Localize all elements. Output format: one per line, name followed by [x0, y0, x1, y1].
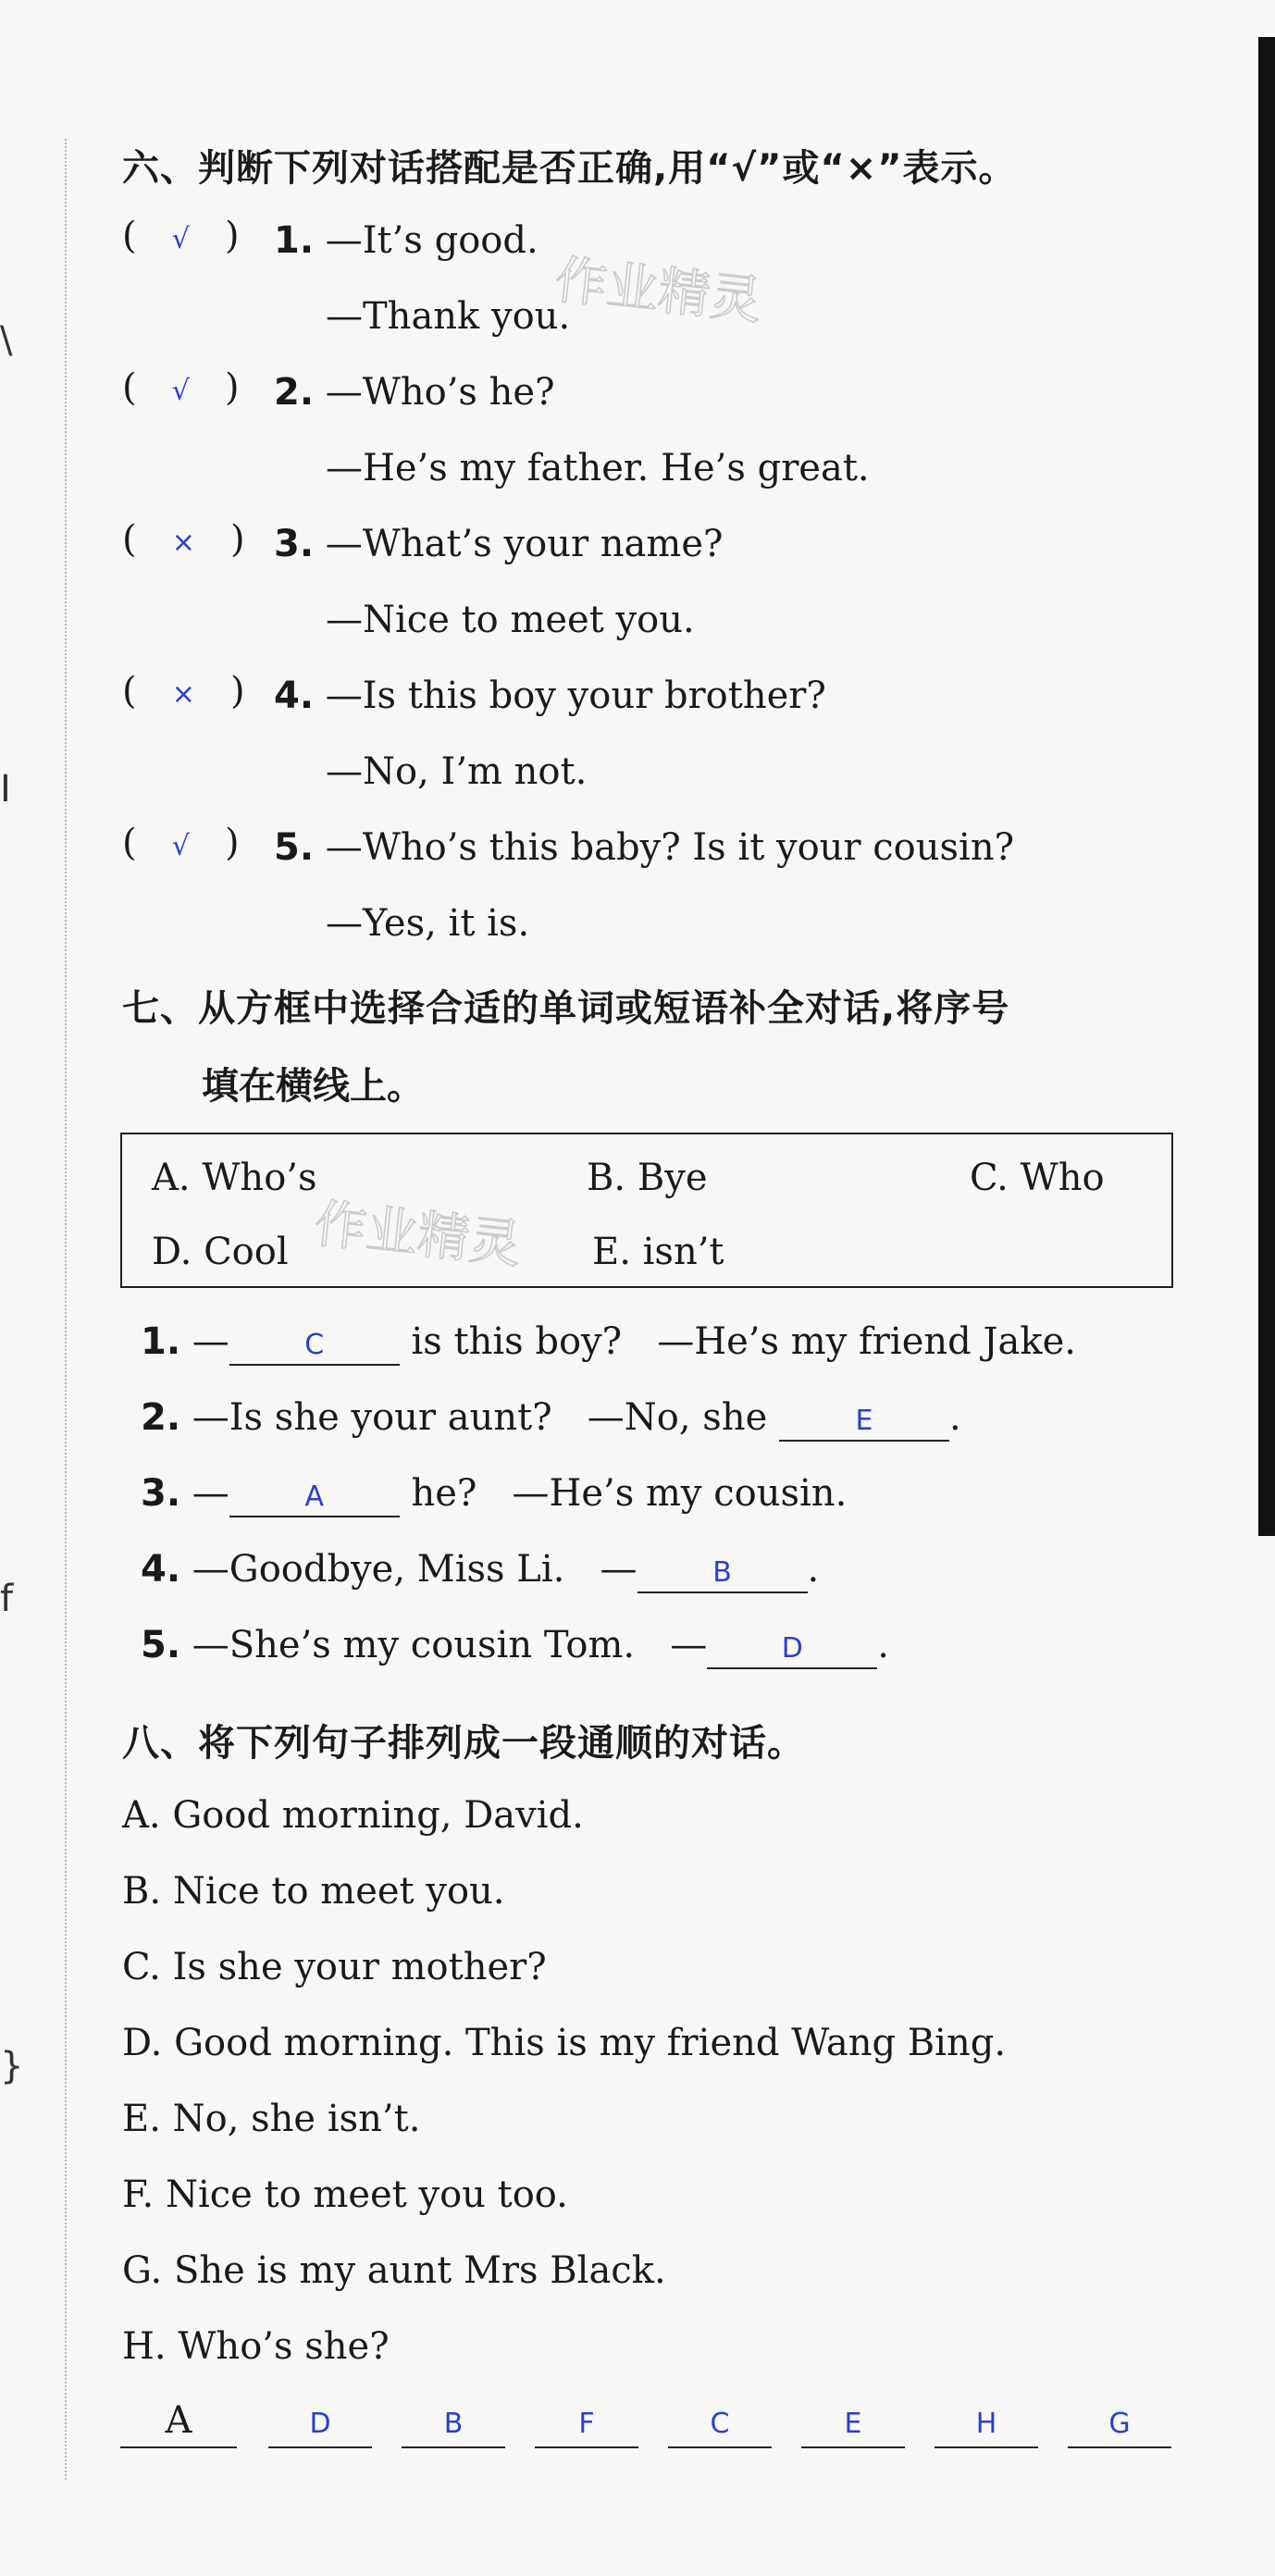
dialog-line: —Thank you. — [326, 295, 571, 338]
sentence-option: D. Good morning. This is my friend Wang Bing. — [122, 2022, 1007, 2064]
judge-line — [274, 371, 555, 414]
order-blank[interactable]: D — [268, 2402, 372, 2448]
item-number: 4. — [141, 1548, 181, 1591]
sentence-end: . — [877, 1624, 889, 1666]
judge-item-4: ( × ) — [122, 670, 245, 712]
sentence-end: . — [948, 1396, 961, 1439]
watermark: 作业精灵 — [551, 250, 765, 332]
judge-item-3: ( × ) — [122, 518, 245, 561]
edge-mark: f — [0, 1578, 14, 1620]
answer-blank[interactable]: B — [638, 1554, 808, 1593]
dialog-line: —It’s good. — [325, 219, 538, 262]
item-number: 2. — [274, 371, 315, 414]
word-option: E. isn’t — [592, 1231, 724, 1273]
sentence-end: . — [807, 1548, 820, 1591]
section-7-title-cont: 填在横线上。 — [202, 1065, 424, 1108]
sentence-option: E. No, she isn’t. — [122, 2098, 421, 2140]
fill-item-5 — [141, 1624, 889, 1669]
dialog-line: —He’s my father. He’s great. — [326, 447, 870, 489]
dialog-line: —What’s your name? — [325, 523, 724, 565]
item-number: 1. — [141, 1320, 181, 1363]
dialog-line: —Who’s this baby? Is it your cousin? — [325, 826, 1015, 869]
item-number: 3. — [141, 1472, 181, 1515]
dialog-line: —Nice to meet you. — [326, 599, 695, 641]
edge-mark: \ — [0, 319, 13, 362]
sentence-option: A. Good morning, David. — [122, 1794, 584, 1837]
sentence-end: he? —He’s my cousin. — [399, 1472, 848, 1515]
order-blank[interactable]: E — [801, 2402, 905, 2448]
edge-mark: } — [0, 2045, 24, 2087]
sentence-start: —She’s my cousin Tom. — — [192, 1624, 708, 1666]
sentence-end: is this boy? —He’s my friend Jake. — [399, 1320, 1076, 1363]
sentence-option: F. Nice to meet you too. — [122, 2174, 568, 2216]
order-blank[interactable]: C — [668, 2402, 772, 2448]
judge-line — [274, 219, 538, 262]
fill-item-4 — [141, 1548, 820, 1593]
judge-answer: √ — [171, 223, 190, 255]
section-8-title: 八、将下列句子排列成一段通顺的对话。 — [122, 1722, 805, 1765]
sentence-option: H. Who’s she? — [122, 2325, 390, 2368]
judge-line — [274, 675, 826, 717]
judge-answer: √ — [171, 830, 190, 862]
judge-line — [274, 826, 1015, 869]
fill-item-3 — [141, 1472, 848, 1517]
binding-margin-line — [65, 139, 67, 2480]
order-blank[interactable]: F — [535, 2402, 638, 2448]
item-number: 3. — [274, 523, 315, 565]
answer-blank[interactable]: D — [707, 1630, 877, 1669]
dialog-line: —Who’s he? — [325, 371, 555, 414]
section-7-title: 七、从方框中选择合适的单词或短语补全对话,将序号 — [122, 987, 1010, 1030]
dialog-line: —Yes, it is. — [326, 902, 530, 945]
judge-answer: × — [171, 678, 195, 711]
sentence-option: B. Nice to meet you. — [122, 1870, 505, 1913]
sentence-start: —Is she your aunt? —No, she — [192, 1396, 779, 1439]
fill-item-2 — [141, 1396, 961, 1442]
sentence-start: — — [192, 1472, 229, 1515]
order-blank[interactable]: H — [935, 2402, 1038, 2448]
judge-item-1: ( √ ) — [122, 215, 240, 257]
item-number: 5. — [274, 826, 315, 869]
word-option: D. Cool — [152, 1231, 289, 1273]
judge-line — [274, 523, 724, 565]
judge-item-5: ( √ ) — [122, 822, 240, 864]
section-6-title: 六、判断下列对话搭配是否正确,用“√”或“×”表示。 — [122, 147, 1017, 190]
answer-blank[interactable]: C — [229, 1327, 400, 1366]
judge-answer: × — [171, 526, 195, 559]
word-box — [120, 1133, 1173, 1288]
item-number: 1. — [274, 219, 315, 262]
dialog-line: —No, I’m not. — [326, 750, 588, 793]
sentence-option: G. She is my aunt Mrs Black. — [122, 2249, 666, 2292]
watermark: 作业精灵 — [311, 1194, 525, 1276]
sentence-start: —Goodbye, Miss Li. — — [192, 1548, 638, 1591]
order-blank[interactable]: B — [402, 2402, 505, 2448]
item-number: 2. — [141, 1396, 181, 1439]
order-blank[interactable]: A — [120, 2402, 237, 2448]
fill-item-1 — [141, 1320, 1076, 1366]
judge-item-2: ( √ ) — [122, 366, 240, 409]
sentence-option: C. Is she your mother? — [122, 1946, 547, 1988]
word-option: A. Who’s — [152, 1157, 317, 1199]
word-option: C. Who — [970, 1157, 1105, 1199]
item-number: 4. — [274, 675, 315, 717]
item-number: 5. — [141, 1624, 181, 1666]
scan-edge-strip — [1258, 37, 1275, 1536]
edge-mark: I — [0, 768, 11, 811]
answer-blank[interactable]: A — [229, 1479, 400, 1517]
word-option: B. Bye — [587, 1157, 708, 1199]
sentence-start: — — [192, 1320, 229, 1363]
dialog-line: —Is this boy your brother? — [325, 675, 826, 717]
answer-blank[interactable]: E — [779, 1403, 949, 1442]
order-blank[interactable]: G — [1068, 2402, 1171, 2448]
judge-answer: √ — [171, 375, 190, 407]
